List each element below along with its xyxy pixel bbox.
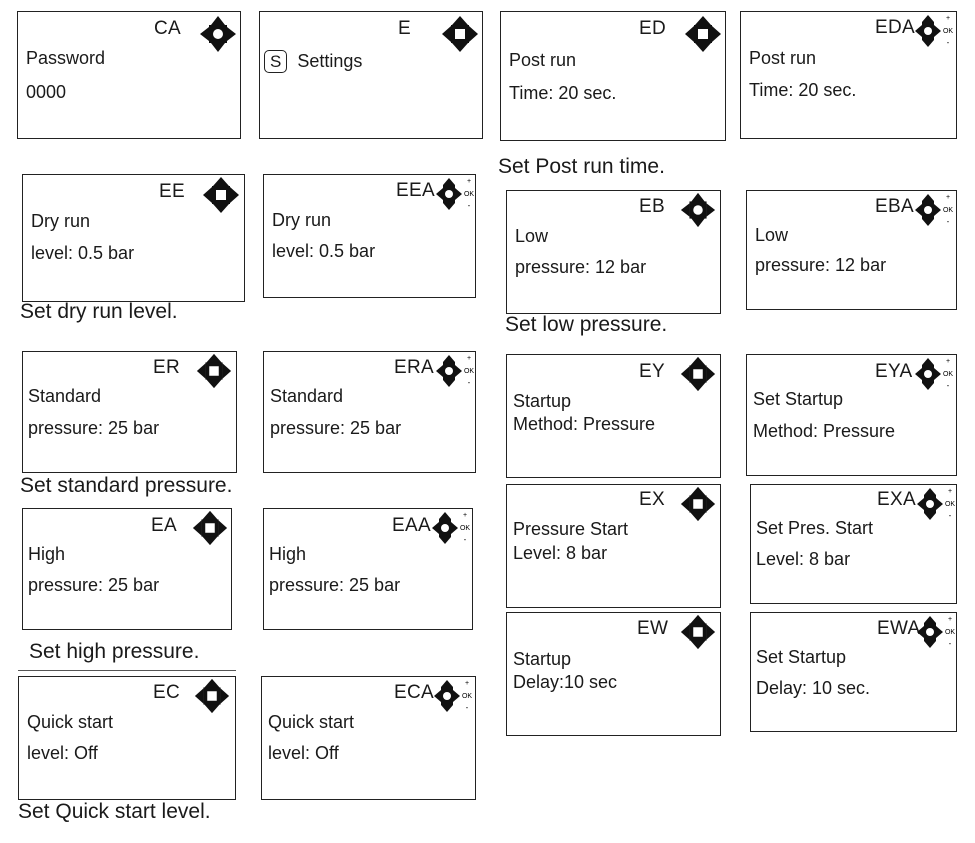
screen-line-2: Time: 20 sec. bbox=[509, 83, 617, 103]
keypad-minus: - bbox=[948, 511, 952, 520]
navigation-pad-icon bbox=[679, 613, 717, 656]
keypad-plus: + bbox=[466, 178, 472, 185]
navigation-pad-icon bbox=[193, 677, 231, 720]
adjust-keypad-icon bbox=[917, 487, 957, 526]
screen-line-2: level: 0.5 bar bbox=[272, 241, 376, 261]
keypad-minus: - bbox=[467, 378, 471, 387]
keypad-minus: - bbox=[467, 201, 471, 210]
screen-code: EY bbox=[639, 361, 665, 382]
screen-line-2: Level: 8 bar bbox=[513, 543, 608, 563]
caption-low: Set low pressure. bbox=[505, 313, 668, 336]
keypad-ok: OK bbox=[942, 28, 954, 35]
adjust-keypad-icon bbox=[432, 511, 472, 550]
screen-line-1: Dry run bbox=[272, 210, 332, 230]
screen-code: EW bbox=[637, 618, 669, 639]
screen-line-1 bbox=[264, 50, 362, 73]
screen-line-2: Time: 20 sec. bbox=[749, 80, 857, 100]
screen-code: ERA bbox=[394, 357, 434, 378]
screen-e bbox=[259, 11, 483, 139]
screen-ew bbox=[506, 612, 721, 736]
screen-line-1: High bbox=[269, 544, 307, 564]
screen-line-1: Standard bbox=[270, 386, 344, 406]
screen-code: EXA bbox=[877, 489, 916, 510]
keypad-minus: - bbox=[946, 38, 950, 47]
screen-line-2: 0000 bbox=[26, 82, 67, 102]
screen-code: EAA bbox=[392, 515, 431, 536]
screen-line-2: level: 0.5 bar bbox=[31, 243, 135, 263]
screen-line-2: Level: 8 bar bbox=[756, 549, 851, 569]
navigation-pad-icon bbox=[440, 14, 480, 59]
screen-code: EA bbox=[151, 515, 177, 536]
screen-ex bbox=[506, 484, 721, 608]
keypad-plus: + bbox=[466, 355, 472, 362]
screen-line-2: Method: Pressure bbox=[753, 421, 896, 441]
keypad-ok: OK bbox=[944, 501, 956, 508]
adjust-keypad-icon bbox=[915, 193, 955, 232]
screen-line-2: level: Off bbox=[268, 743, 339, 763]
screen-line-1: Standard bbox=[28, 386, 102, 406]
screen-ey bbox=[506, 354, 721, 478]
keypad-plus: + bbox=[464, 680, 470, 687]
screen-eea bbox=[263, 174, 476, 298]
caption-quick-start: Set Quick start level. bbox=[18, 800, 211, 823]
screen-line-2: Method: Pressure bbox=[513, 414, 656, 434]
screen-line-1: Set Startup bbox=[753, 389, 844, 409]
adjust-keypad-icon bbox=[436, 177, 476, 216]
navigation-pad-icon bbox=[683, 14, 723, 59]
screen-code: E bbox=[398, 18, 411, 39]
screen-line-2: pressure: 25 bar bbox=[269, 575, 401, 595]
screen-er bbox=[22, 351, 237, 473]
screen-code: EC bbox=[153, 682, 180, 703]
keypad-ok: OK bbox=[942, 371, 954, 378]
keypad-plus: + bbox=[947, 616, 953, 623]
keypad-minus: - bbox=[946, 217, 950, 226]
screen-ec bbox=[18, 676, 236, 800]
screen-ewa bbox=[750, 612, 957, 732]
screen-era bbox=[263, 351, 476, 473]
screen-code: EE bbox=[159, 181, 185, 202]
screen-line-2: pressure: 12 bar bbox=[755, 255, 887, 275]
screen-ca bbox=[17, 11, 241, 139]
screen-eya bbox=[746, 354, 957, 476]
keypad-plus: + bbox=[945, 194, 951, 201]
navigation-pad-icon bbox=[195, 352, 233, 395]
keypad-ok: OK bbox=[459, 525, 471, 532]
keypad-plus: + bbox=[947, 488, 953, 495]
settings-label: Settings bbox=[297, 51, 363, 71]
keypad-plus: + bbox=[945, 358, 951, 365]
keypad-ok: OK bbox=[461, 693, 473, 700]
adjust-keypad-icon bbox=[436, 354, 476, 393]
keypad-minus: - bbox=[948, 639, 952, 648]
screen-line-2: pressure: 25 bar bbox=[270, 418, 402, 438]
screen-code: EB bbox=[639, 196, 665, 217]
adjust-keypad-icon bbox=[915, 14, 955, 53]
screen-line-1: Password bbox=[26, 48, 106, 68]
caption-dry-run: Set dry run level. bbox=[20, 300, 178, 323]
keypad-ok: OK bbox=[944, 629, 956, 636]
section-divider bbox=[18, 670, 236, 671]
screen-line-1: Set Startup bbox=[756, 647, 847, 667]
caption-post-run: Set Post run time. bbox=[498, 155, 665, 178]
screen-ed bbox=[500, 11, 726, 141]
keypad-plus: + bbox=[945, 15, 951, 22]
adjust-keypad-icon bbox=[917, 615, 957, 654]
keypad-minus: - bbox=[465, 703, 469, 712]
navigation-pad-icon bbox=[679, 485, 717, 528]
navigation-pad-icon bbox=[679, 355, 717, 398]
screen-code: EX bbox=[639, 489, 665, 510]
keypad-ok: OK bbox=[942, 207, 954, 214]
navigation-pad-icon bbox=[201, 175, 241, 220]
caption-high: Set high pressure. bbox=[29, 640, 200, 663]
screen-line-1: Dry run bbox=[31, 211, 91, 231]
screen-line-2: Delay: 10 sec. bbox=[756, 678, 871, 698]
screen-line-1: Post run bbox=[749, 48, 817, 68]
screen-line-2: pressure: 12 bar bbox=[515, 257, 647, 277]
keypad-plus: + bbox=[462, 512, 468, 519]
screen-line-2: pressure: 25 bar bbox=[28, 418, 160, 438]
screen-code: EEA bbox=[396, 180, 435, 201]
screen-code: CA bbox=[154, 18, 181, 39]
adjust-keypad-icon bbox=[434, 679, 474, 718]
screen-line-1: Quick start bbox=[268, 712, 355, 732]
settings-badge: S bbox=[264, 50, 287, 73]
screen-code: ED bbox=[639, 18, 666, 39]
navigation-pad-icon bbox=[191, 509, 229, 552]
navigation-pad-select-icon bbox=[679, 191, 717, 234]
screen-eca bbox=[261, 676, 476, 800]
screen-line-2: Delay:10 sec bbox=[513, 672, 618, 692]
screen-line-1: Low bbox=[515, 226, 549, 246]
screen-code: ER bbox=[153, 357, 180, 378]
screen-eda bbox=[740, 11, 957, 139]
screen-exa bbox=[750, 484, 957, 604]
screen-code: EDA bbox=[875, 17, 915, 38]
navigation-pad-select-icon bbox=[198, 14, 238, 59]
adjust-keypad-icon bbox=[915, 357, 955, 396]
screen-line-1: High bbox=[28, 544, 66, 564]
screen-line-2: level: Off bbox=[27, 743, 98, 763]
screen-ee bbox=[22, 174, 245, 302]
screen-line-1: Quick start bbox=[27, 712, 114, 732]
keypad-ok: OK bbox=[463, 368, 475, 375]
screen-line-1: Low bbox=[755, 225, 789, 245]
keypad-minus: - bbox=[946, 381, 950, 390]
screen-line-1: Set Pres. Start bbox=[756, 518, 874, 538]
screen-code: ECA bbox=[394, 682, 434, 703]
screen-ea bbox=[22, 508, 232, 630]
screen-line-1: Startup bbox=[513, 649, 572, 669]
screen-eb bbox=[506, 190, 721, 314]
screen-code: EYA bbox=[875, 361, 913, 382]
screen-code: EBA bbox=[875, 196, 914, 217]
screen-line-1: Startup bbox=[513, 391, 572, 411]
screen-line-2: pressure: 25 bar bbox=[28, 575, 160, 595]
keypad-minus: - bbox=[463, 535, 467, 544]
caption-standard: Set standard pressure. bbox=[20, 474, 233, 497]
screen-code: EWA bbox=[877, 618, 921, 639]
screen-eba bbox=[746, 190, 957, 310]
screen-eaa bbox=[263, 508, 473, 630]
keypad-ok: OK bbox=[463, 191, 475, 198]
screen-line-1: Pressure Start bbox=[513, 519, 629, 539]
screen-line-1: Post run bbox=[509, 50, 577, 70]
